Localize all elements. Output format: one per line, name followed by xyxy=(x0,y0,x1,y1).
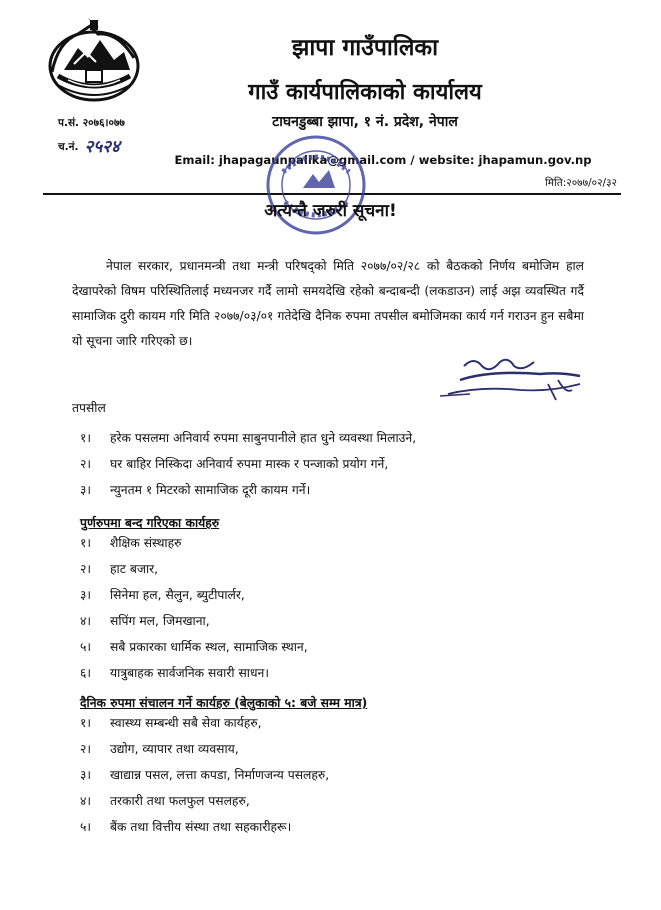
list-item-text: बैंक तथा वित्तीय संस्था तथा सहकारीहरू। xyxy=(110,820,292,834)
list-item xyxy=(80,814,329,840)
list-item xyxy=(80,634,308,660)
list-item xyxy=(80,762,329,788)
list-item-text: हाट बजार, xyxy=(110,562,159,576)
list-item xyxy=(80,608,308,634)
list-item-number: १। xyxy=(80,716,92,730)
list-item-number: ३। xyxy=(80,483,92,497)
list-item-text: उद्योग, व्यापार तथा व्यवसाय, xyxy=(110,742,239,756)
list-item-text: स्वास्थ्य सम्बन्धी सबै सेवा कार्यहरु, xyxy=(110,716,262,730)
office-title: गाउँ कार्यपालिकाको कार्यालय xyxy=(248,80,482,105)
list-item-number: १। xyxy=(80,431,92,445)
list-item xyxy=(80,477,416,503)
operating-section-label: दैनिक रुपमा संचालन गर्ने कार्यहरु (बेलुकाको ५: बजे सम्म मात्र) xyxy=(80,696,368,710)
list-item xyxy=(80,582,308,608)
operating-activities-list xyxy=(80,710,329,840)
list-item-text: न्युनतम १ मिटरको सामाजिक दूरी कायम गर्ने। xyxy=(110,483,311,497)
list-item-text: हरेक पसलमा अनिवार्य रुपमा साबुनपानीले हात धुने व्यवस्था मिलाउने, xyxy=(110,431,417,445)
office-address: टाघनडुब्बा झापा, १ नं. प्रदेश, नेपाल xyxy=(272,114,458,130)
list-item-text: खाद्यान्न पसल, लत्ता कपडा, निर्माणजन्य पसलहरु, xyxy=(110,768,330,782)
signature-icon xyxy=(430,350,590,410)
details-label: तपसील xyxy=(72,401,106,415)
list-item-text: घर बाहिर निस्किदा अनिवार्य रुपमा मास्क र पन्जाको प्रयोग गर्ने, xyxy=(110,457,389,471)
notice-title: अत्यन्तै जरुरी सूचना! xyxy=(264,201,397,221)
list-item xyxy=(80,530,308,556)
closed-activities-list xyxy=(80,530,308,686)
list-item-text: सबै प्रकारका धार्मिक स्थल, सामाजिक स्थान, xyxy=(110,640,308,654)
dispatch-number: २५२४ xyxy=(84,137,120,157)
dispatch-label: च.नं. xyxy=(58,141,79,153)
notice-body-paragraph: नेपाल सरकार, प्रधानमन्त्री तथा मन्त्री परिषद्को मिति २०७७/०२/२८ को बैठकको निर्णय बमोजिम हाल देखापरेको विषम परिस्थितिलाई मध्यनजर गर्दै लामो समयदेखि रहेको बन्दाबन्दी (लकडाउन) लाई अझ व्यवस्थित गर्दै सामाजिक दुरी कायम गरि मिति २०७७/०३/०१ गतेदेखि दैनिक रुपमा तपसील बमोजिमका कार्य गर्न गराउन हुन सबैमा यो सूचना जारि गरिएको छ। xyxy=(72,259,584,349)
list-item-number: २। xyxy=(80,742,92,756)
contact-info: Email: jhapagaunpalika@gmail.com / website: jhapamun.gov.np xyxy=(174,153,592,167)
list-item-number: २। xyxy=(80,457,92,471)
list-item xyxy=(80,425,416,451)
notice-date: मिति:२०७७/०२/३२ xyxy=(545,177,617,189)
list-item-number: ३। xyxy=(80,768,92,782)
list-item-text: सिनेमा हल, सैलुन, ब्युटीपार्लर, xyxy=(110,588,245,602)
list-item-number: ५। xyxy=(80,820,92,834)
list-item-number: २। xyxy=(80,562,92,576)
list-item-number: ४। xyxy=(80,794,92,808)
list-item-number: ५। xyxy=(80,640,92,654)
dispatch-number-line xyxy=(58,134,120,157)
list-item-number: ३। xyxy=(80,588,92,602)
office-stamp-icon xyxy=(263,132,369,238)
list-item xyxy=(80,451,416,477)
list-item-text: सपिंग मल, जिमखाना, xyxy=(110,614,210,628)
nepal-emblem-icon xyxy=(38,12,150,112)
list-item xyxy=(80,660,308,686)
list-item-number: ४। xyxy=(80,614,92,628)
details-list xyxy=(80,425,416,503)
list-item-text: शैक्षिक संस्थाहरु xyxy=(110,536,182,550)
list-item xyxy=(80,710,329,736)
list-item-number: १। xyxy=(80,536,92,550)
list-item xyxy=(80,736,329,762)
list-item-number: ६। xyxy=(80,666,92,680)
closed-section-label: पुर्णरुपमा बन्द गरिएका कार्यहरु xyxy=(80,516,220,530)
list-item xyxy=(80,556,308,582)
list-item-text: यात्रुबाहक सार्वजनिक सवारी साधन। xyxy=(110,666,270,680)
office-name: झापा गाउँपालिका xyxy=(291,35,439,61)
fiscal-year: प.सं. २०७६।०७७ xyxy=(58,117,125,129)
list-item-text: तरकारी तथा फलफुल पसलहरु, xyxy=(110,794,250,808)
list-item xyxy=(80,788,329,814)
